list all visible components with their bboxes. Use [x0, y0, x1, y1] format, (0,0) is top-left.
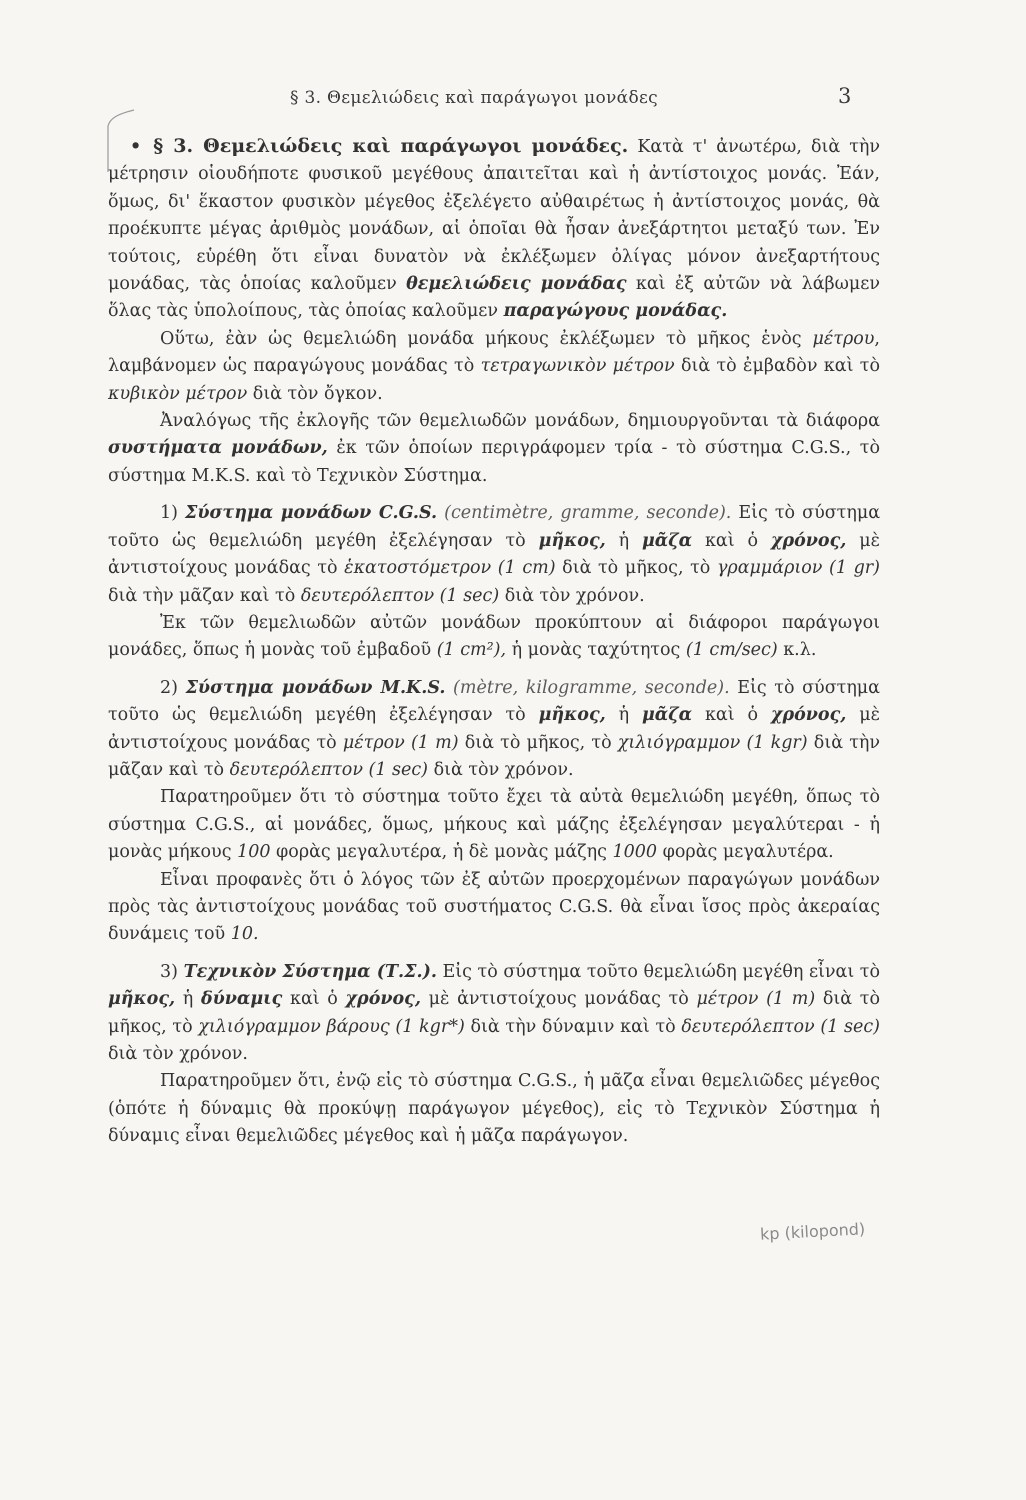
text-run: Εἰς τὸ σύστημα τοῦτο ὡς θεμελιώδη μεγέθη ἐξελέγησαν τὸ: [108, 677, 880, 726]
text-run: Εἶναι προφανὲς ὅτι ὁ λόγος τῶν ἐξ αὐτῶν προερχομένων παραγώγων μονάδων πρὸς τὰς ἀντιστοίχους μονάδας τοῦ συστήματος C.G.S. θὰ εἶναι ἴσος πρὸς ἀκεραίας δυνάμεις τοῦ: [108, 869, 880, 945]
subheading-technical: Τεχνικὸν Σύστημα (Τ.Σ.).: [183, 961, 437, 982]
italic-run: ἑκατοστόμετρον (1 cm): [344, 558, 556, 579]
bold-term: μῆκος,: [538, 530, 606, 551]
text-run: μὲ ἀντιστοίχους μονάδας τὸ: [108, 530, 881, 579]
item-number: 2): [160, 677, 186, 698]
italic-run: τετραγωνικὸν μέτρον: [480, 356, 675, 377]
text-run: καὶ ὁ: [282, 989, 346, 1010]
bold-term: μᾶζα: [641, 705, 693, 726]
text-run: , λαμβάνομεν ὡς παραγώγους μονάδας τὸ: [108, 328, 880, 377]
italic-run: κυβικὸν μέτρον: [108, 383, 248, 404]
text-run: διὰ τὴν μᾶζαν καὶ τὸ: [108, 585, 301, 606]
italic-run: (1 cm/sec): [685, 640, 778, 661]
text-run: ἡ: [605, 705, 642, 726]
italic-run: 10.: [230, 924, 259, 945]
bullet-mark: •: [130, 137, 142, 157]
text-run: διὰ τὸν χρόνον.: [108, 1044, 248, 1064]
page-number: 3: [838, 84, 852, 108]
paragraph-example: [108, 326, 880, 408]
body-text: [108, 133, 880, 1151]
bold-term: χρόνος,: [770, 705, 847, 726]
text-run: μὲ ἀντιστοίχους μονάδας τὸ: [420, 989, 697, 1010]
text-run: διὰ τὸ μῆκος, τὸ: [555, 558, 717, 579]
term-unit-systems: συστήματα μονάδων,: [108, 438, 328, 459]
text-run: κ.λ.: [777, 640, 817, 661]
text-run: φορὰς μεγαλυτέρα, ἡ δὲ μονὰς μάζης: [270, 842, 613, 863]
text-run: διὰ τὸ μῆκος, τὸ: [458, 732, 618, 753]
text-run: ἡ: [175, 989, 201, 1010]
text-run: Ἐκ τῶν θεμελιωδῶν αὐτῶν μονάδων προκύπτουν αἱ διάφοροι παράγωγοι μονάδες, ὅπως ἡ μονὰς τοῦ ἐμβαδοῦ: [108, 612, 880, 661]
text-run: ἐκ τῶν ὁποίων περιγράφομεν τρία - τὸ σύστημα C.G.S., τὸ σύστημα M.K.S. καὶ τὸ Τεχνικὸν Σύστημα.: [108, 438, 880, 486]
text-run: μὲ ἀντιστοίχους μονάδας τὸ: [108, 705, 881, 753]
text-run: Εἰς τὸ σύστημα τοῦτο ὡς θεμελιώδη μεγέθη ἐξελέγησαν τὸ: [108, 503, 881, 551]
text-run: διὰ τὸ ἐμβαδὸν καὶ τὸ: [674, 356, 880, 377]
text-run: Οὕτω, ἐὰν ὡς θεμελιώδη μονάδα μήκους ἐκλέξωμεν τὸ μῆκος ἑνὸς: [160, 328, 813, 349]
item-number: 1): [160, 503, 185, 524]
italic-run: γραμμάριον (1 gr): [716, 558, 880, 579]
bold-term: μῆκος,: [538, 705, 606, 726]
text-run: διὰ τὸν χρόνον.: [428, 759, 574, 780]
text-run: ἡ μονὰς ταχύτητος: [506, 640, 686, 661]
text-run: ἡ: [605, 530, 642, 551]
text-run: Παρατηροῦμεν ὅτι, ἐνῷ εἰς τὸ σύστημα C.G.S., ἡ μᾶζα εἶναι θεμελιῶδες μέγεθος (ὁπότε ἡ δύναμις θὰ προκύψῃ παράγωγον μέγεθος), εἰς τὸ Τεχνικὸν Σύστημα ἡ δύναμις εἶναι θεμελιῶδες μέγεθος καὶ ἡ μᾶζα παράγωγον.: [108, 1071, 880, 1147]
paragraph-systems: [108, 408, 880, 490]
text-run: διὰ τὴν μᾶζαν καὶ τὸ: [108, 732, 880, 780]
paragraph-cgs-derived: [108, 610, 880, 665]
paragraph-technical: [108, 959, 880, 1069]
subheading-cgs: Σύστημα μονάδων C.G.S.: [185, 503, 438, 524]
italic-run: δευτερόλεπτον (1 sec): [229, 759, 429, 780]
bold-term: χρόνος,: [770, 530, 847, 551]
text-run: φορὰς μεγαλυτέρα.: [657, 842, 834, 863]
text-run: Κατὰ τ' ἀνωτέρω, διὰ τὴν μέτρησιν οἱουδήποτε φυσικοῦ μεγέθους ἀπαιτεῖται καὶ ἡ ἀντίστοιχος μονάς. Ἐάν, ὅμως, δι' ἕκαστον φυσικὸν μέγεθος ἐξελέγετο αὐθαιρέτως ἡ ἀντίστοιχος μονάς, θὰ προέκυπτε μέγας ἀριθμὸς μονάδων, αἱ ὁποῖαι θὰ ἦσαν ἀνεξάρτητοι μεταξύ των. Ἐν τούτοις, εὑρέθη ὅτι εἶναι δυνατὸν νὰ ἐκλέξωμεν ὀλίγας μόνον ἀνεξαρτήτους μονάδας, τὰς ὁποίας καλοῦμεν: [108, 137, 881, 295]
italic-run: 1000: [612, 842, 658, 863]
bold-term: χρόνος,: [345, 989, 421, 1010]
section-heading: § 3. Θεμελιώδεις καὶ παράγωγοι μονάδες.: [153, 135, 629, 157]
running-title: § 3. Θεμελιώδεις καὶ παράγωγοι μονάδες: [290, 88, 658, 108]
latin-gloss: (mètre, kilogramme, seconde).: [445, 677, 730, 698]
italic-run: 100: [237, 842, 271, 863]
text-run: Παρατηροῦμεν ὅτι τὸ σύστημα τοῦτο ἔχει τὰ αὐτὰ θεμελιώδη μεγέθη, ὅπως τὸ σύστημα C.G.S., αἱ μονάδες, ὅμως, μήκους καὶ μάζης ἐξελέγησαν μεγαλύτεραι - ἡ μονὰς μήκους: [108, 787, 880, 863]
text-run: καὶ ὁ: [692, 705, 771, 726]
italic-run: (1 cm²),: [436, 640, 507, 661]
italic-run: δευτερόλεπτον (1 sec): [300, 585, 500, 606]
text-run: διὰ τὸν χρόνον.: [499, 585, 645, 606]
text-run: καὶ ἐξ αὐτῶν νὰ λάβωμεν ὅλας τὰς ὑπολοίπους, τὰς ὁποίας καλοῦμεν: [108, 274, 880, 322]
paragraph-mks-note: [108, 784, 880, 866]
running-head: [0, 84, 1026, 118]
italic-run: μέτρον (1 m): [696, 989, 816, 1010]
paragraph-ratio: [108, 867, 880, 949]
term-derived-units: παραγώγους μονάδας.: [503, 301, 728, 322]
text-run: διὰ τὴν δύναμιν καὶ τὸ: [464, 1016, 682, 1037]
text-run: διὰ τὸν ὄγκον.: [247, 383, 383, 404]
latin-gloss: (centimètre, gramme, seconde).: [437, 503, 732, 524]
italic-run: χιλιόγραμμον βάρους (1 kgr*): [198, 1016, 465, 1037]
paragraph-cgs: [108, 500, 880, 610]
text-run: Ἀναλόγως τῆς ἐκλογῆς τῶν θεμελιωδῶν μονάδων, δημιουργοῦνται τὰ διάφορα: [160, 411, 880, 432]
subheading-mks: Σύστημα μονάδων M.K.S.: [185, 677, 446, 698]
item-number: 3): [160, 961, 184, 982]
italic-run: μέτρον (1 m): [342, 732, 459, 753]
paragraph-technical-note: [108, 1068, 880, 1150]
term-fundamental-units: θεμελιώδεις μονάδας: [406, 274, 627, 295]
bold-term: δύναμις: [200, 989, 283, 1010]
italic-run: χιλιόγραμμον (1 kgr): [617, 732, 808, 753]
bold-term: μῆκος,: [108, 989, 176, 1010]
handwritten-annotation: kp (kilopond): [759, 1219, 866, 1244]
paragraph-intro: [108, 133, 880, 326]
text-run: διὰ τὸ μῆκος, τὸ: [108, 989, 881, 1037]
text-run: καὶ ὁ: [692, 530, 771, 551]
paragraph-mks: [108, 675, 880, 785]
italic-run: δευτερόλεπτον (1 sec): [681, 1016, 881, 1037]
text-run: Εἰς τὸ σύστημα τοῦτο θεμελιώδη μεγέθη εἶναι τὸ: [436, 961, 880, 982]
italic-run: μέτρου: [812, 328, 875, 349]
bold-term: μᾶζα: [641, 530, 693, 551]
